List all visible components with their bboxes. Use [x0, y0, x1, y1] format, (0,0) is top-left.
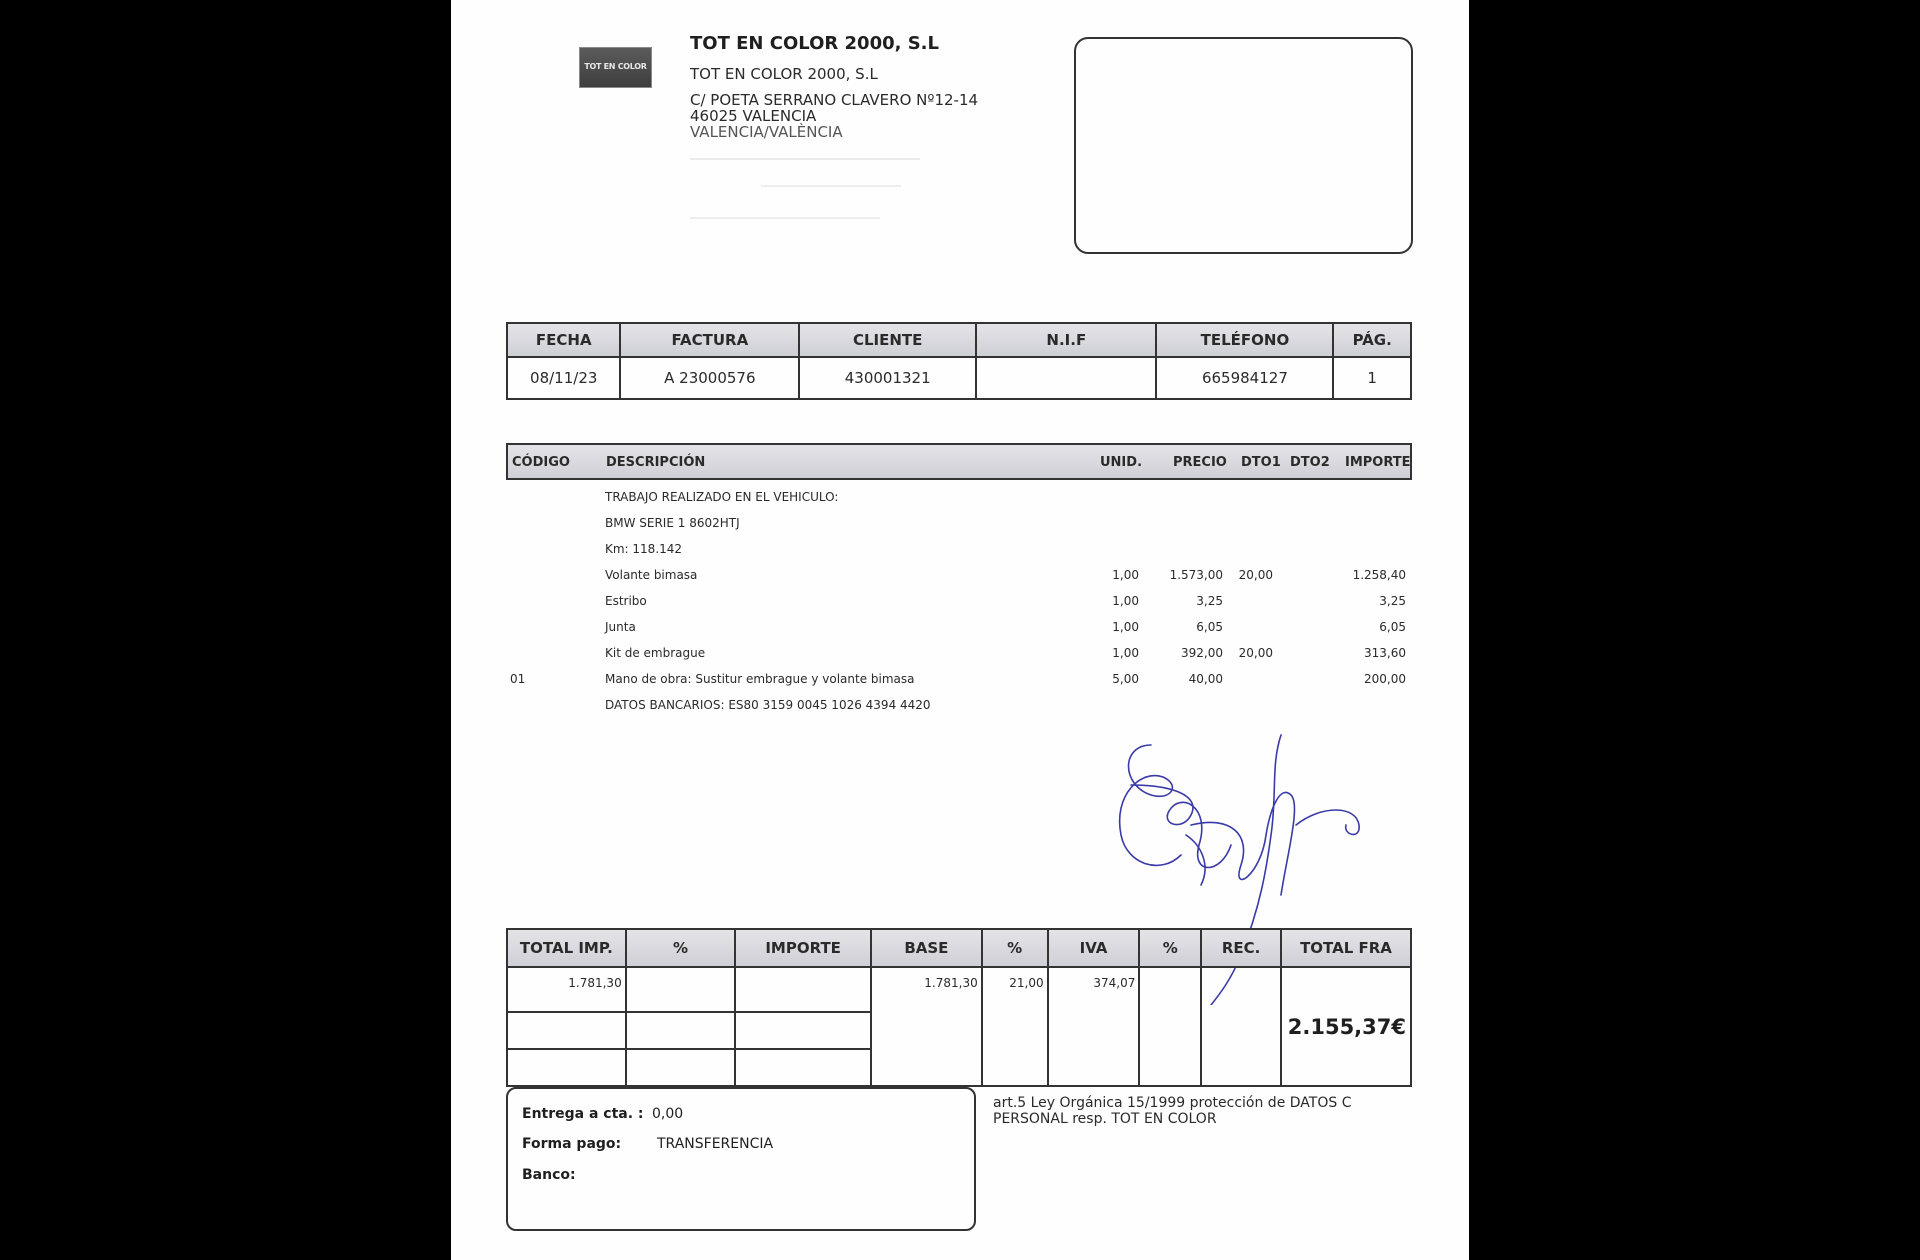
line-codigo: 01: [510, 672, 526, 686]
line-importe: 6,05: [1379, 620, 1406, 634]
line-descripcion: Mano de obra: Sustitur embrague y volante bimasa: [605, 672, 915, 686]
col-codigo-label: CÓDIGO: [512, 455, 570, 470]
totals-empty-cell: [507, 1049, 626, 1086]
entrega-value: 0,00: [652, 1106, 684, 1122]
col-dto1-label: DTO1: [1241, 455, 1281, 470]
line-descripcion: Volante bimasa: [605, 568, 698, 582]
iva-percent-value: 21,00: [982, 967, 1048, 1086]
header-nif-label: N.I.F: [976, 323, 1156, 357]
header-fecha-label: FECHA: [507, 323, 620, 357]
company-logo: [579, 47, 652, 88]
line-unid: 1,00: [1112, 620, 1139, 634]
company-street: C/ POETA SERRANO CLAVERO Nº12-14: [690, 91, 979, 109]
header-pag-label: PÁG.: [1333, 323, 1411, 357]
totals-empty-cell: [626, 1012, 736, 1049]
total-imp-value: 1.781,30: [507, 967, 626, 1012]
col-dto2-label: DTO2: [1290, 455, 1330, 470]
totals-empty-cell: [1139, 967, 1201, 1086]
line-precio: 40,00: [1188, 672, 1223, 686]
invoice-header-table: [506, 322, 1412, 400]
banco-label: Banco:: [522, 1167, 576, 1183]
forma-pago-label: Forma pago:: [522, 1136, 622, 1152]
totals-total-fra-label: TOTAL FRA: [1281, 929, 1411, 967]
line-precio: 3,25: [1196, 594, 1223, 608]
base-value: 1.781,30: [871, 967, 982, 1086]
client-number: 430001321: [799, 357, 976, 399]
line-unid: 1,00: [1112, 646, 1139, 660]
faded-text-smudge: [761, 185, 901, 187]
totals-pct-label: %: [1139, 929, 1201, 967]
company-city: 46025 VALENCIA: [690, 107, 817, 125]
header-telefono-label: TELÉFONO: [1156, 323, 1333, 357]
totals-empty-cell: [507, 1012, 626, 1049]
totals-rec-label: REC.: [1201, 929, 1281, 967]
line-descripcion: Junta: [605, 620, 636, 634]
line-precio: 1.573,00: [1169, 568, 1223, 582]
invoice-date: 08/11/23: [507, 357, 620, 399]
col-importe-label: IMPORTE: [1345, 455, 1411, 470]
totals-pct-label: %: [982, 929, 1048, 967]
totals-importe-label: IMPORTE: [735, 929, 871, 967]
totals-table: [506, 928, 1412, 1087]
line-importe: 1.258,40: [1352, 568, 1406, 582]
company-title: TOT EN COLOR 2000, S.L: [690, 33, 939, 54]
entrega-label: Entrega a cta. :: [522, 1106, 644, 1122]
company-name: TOT EN COLOR 2000, S.L: [690, 65, 878, 83]
invoice-number: A 23000576: [620, 357, 799, 399]
total-invoice-amount: 2.155,37€: [1281, 967, 1411, 1086]
company-region: VALENCIA/VALÈNCIA: [690, 123, 843, 141]
totals-empty-cell: [735, 1049, 871, 1086]
legal-notice-line: PERSONAL resp. TOT EN COLOR: [993, 1111, 1217, 1127]
totals-empty-cell: [735, 967, 871, 1012]
faded-text-smudge: [690, 217, 880, 219]
address-window-box: [1074, 37, 1413, 254]
logo-text: TOT EN COLOR: [584, 62, 647, 71]
totals-empty-cell: [1201, 967, 1281, 1086]
col-descripcion-label: DESCRIPCIÓN: [606, 455, 706, 470]
line-descripcion: BMW SERIE 1 8602HTJ: [605, 516, 740, 530]
iva-value: 374,07: [1048, 967, 1140, 1086]
forma-pago-value: TRANSFERENCIA: [657, 1136, 774, 1152]
line-descripcion: DATOS BANCARIOS: ES80 3159 0045 1026 4394 4420: [605, 698, 931, 712]
totals-pct-label: %: [626, 929, 736, 967]
client-nif: [976, 357, 1156, 399]
phone-number: 665984127: [1156, 357, 1333, 399]
line-precio: 6,05: [1196, 620, 1223, 634]
page-number: 1: [1333, 357, 1411, 399]
header-cliente-label: CLIENTE: [799, 323, 976, 357]
totals-total-imp-label: TOTAL IMP.: [507, 929, 626, 967]
line-unid: 5,00: [1112, 672, 1139, 686]
line-importe: 3,25: [1379, 594, 1406, 608]
col-unid-label: UNID.: [1100, 455, 1143, 470]
line-importe: 313,60: [1364, 646, 1406, 660]
line-unid: 1,00: [1112, 594, 1139, 608]
invoice-page: [451, 0, 1469, 1260]
line-descripcion: TRABAJO REALIZADO EN EL VEHICULO:: [605, 490, 839, 504]
line-descripcion: Km: 118.142: [605, 542, 683, 556]
totals-empty-cell: [626, 967, 736, 1012]
line-unid: 1,00: [1112, 568, 1139, 582]
line-descripcion: Kit de embrague: [605, 646, 706, 660]
totals-empty-cell: [735, 1012, 871, 1049]
line-dto1: 20,00: [1238, 568, 1273, 582]
line-dto1: 20,00: [1238, 646, 1273, 660]
faded-text-smudge: [690, 158, 920, 160]
totals-iva-label: IVA: [1048, 929, 1140, 967]
line-items-header: [506, 443, 1412, 480]
line-descripcion: Estribo: [605, 594, 647, 608]
header-factura-label: FACTURA: [620, 323, 799, 357]
totals-base-label: BASE: [871, 929, 982, 967]
col-precio-label: PRECIO: [1173, 455, 1227, 470]
line-importe: 200,00: [1364, 672, 1406, 686]
line-precio: 392,00: [1181, 646, 1223, 660]
legal-notice-line: art.5 Ley Orgánica 15/1999 protección de DATOS C: [993, 1095, 1352, 1111]
totals-empty-cell: [626, 1049, 736, 1086]
